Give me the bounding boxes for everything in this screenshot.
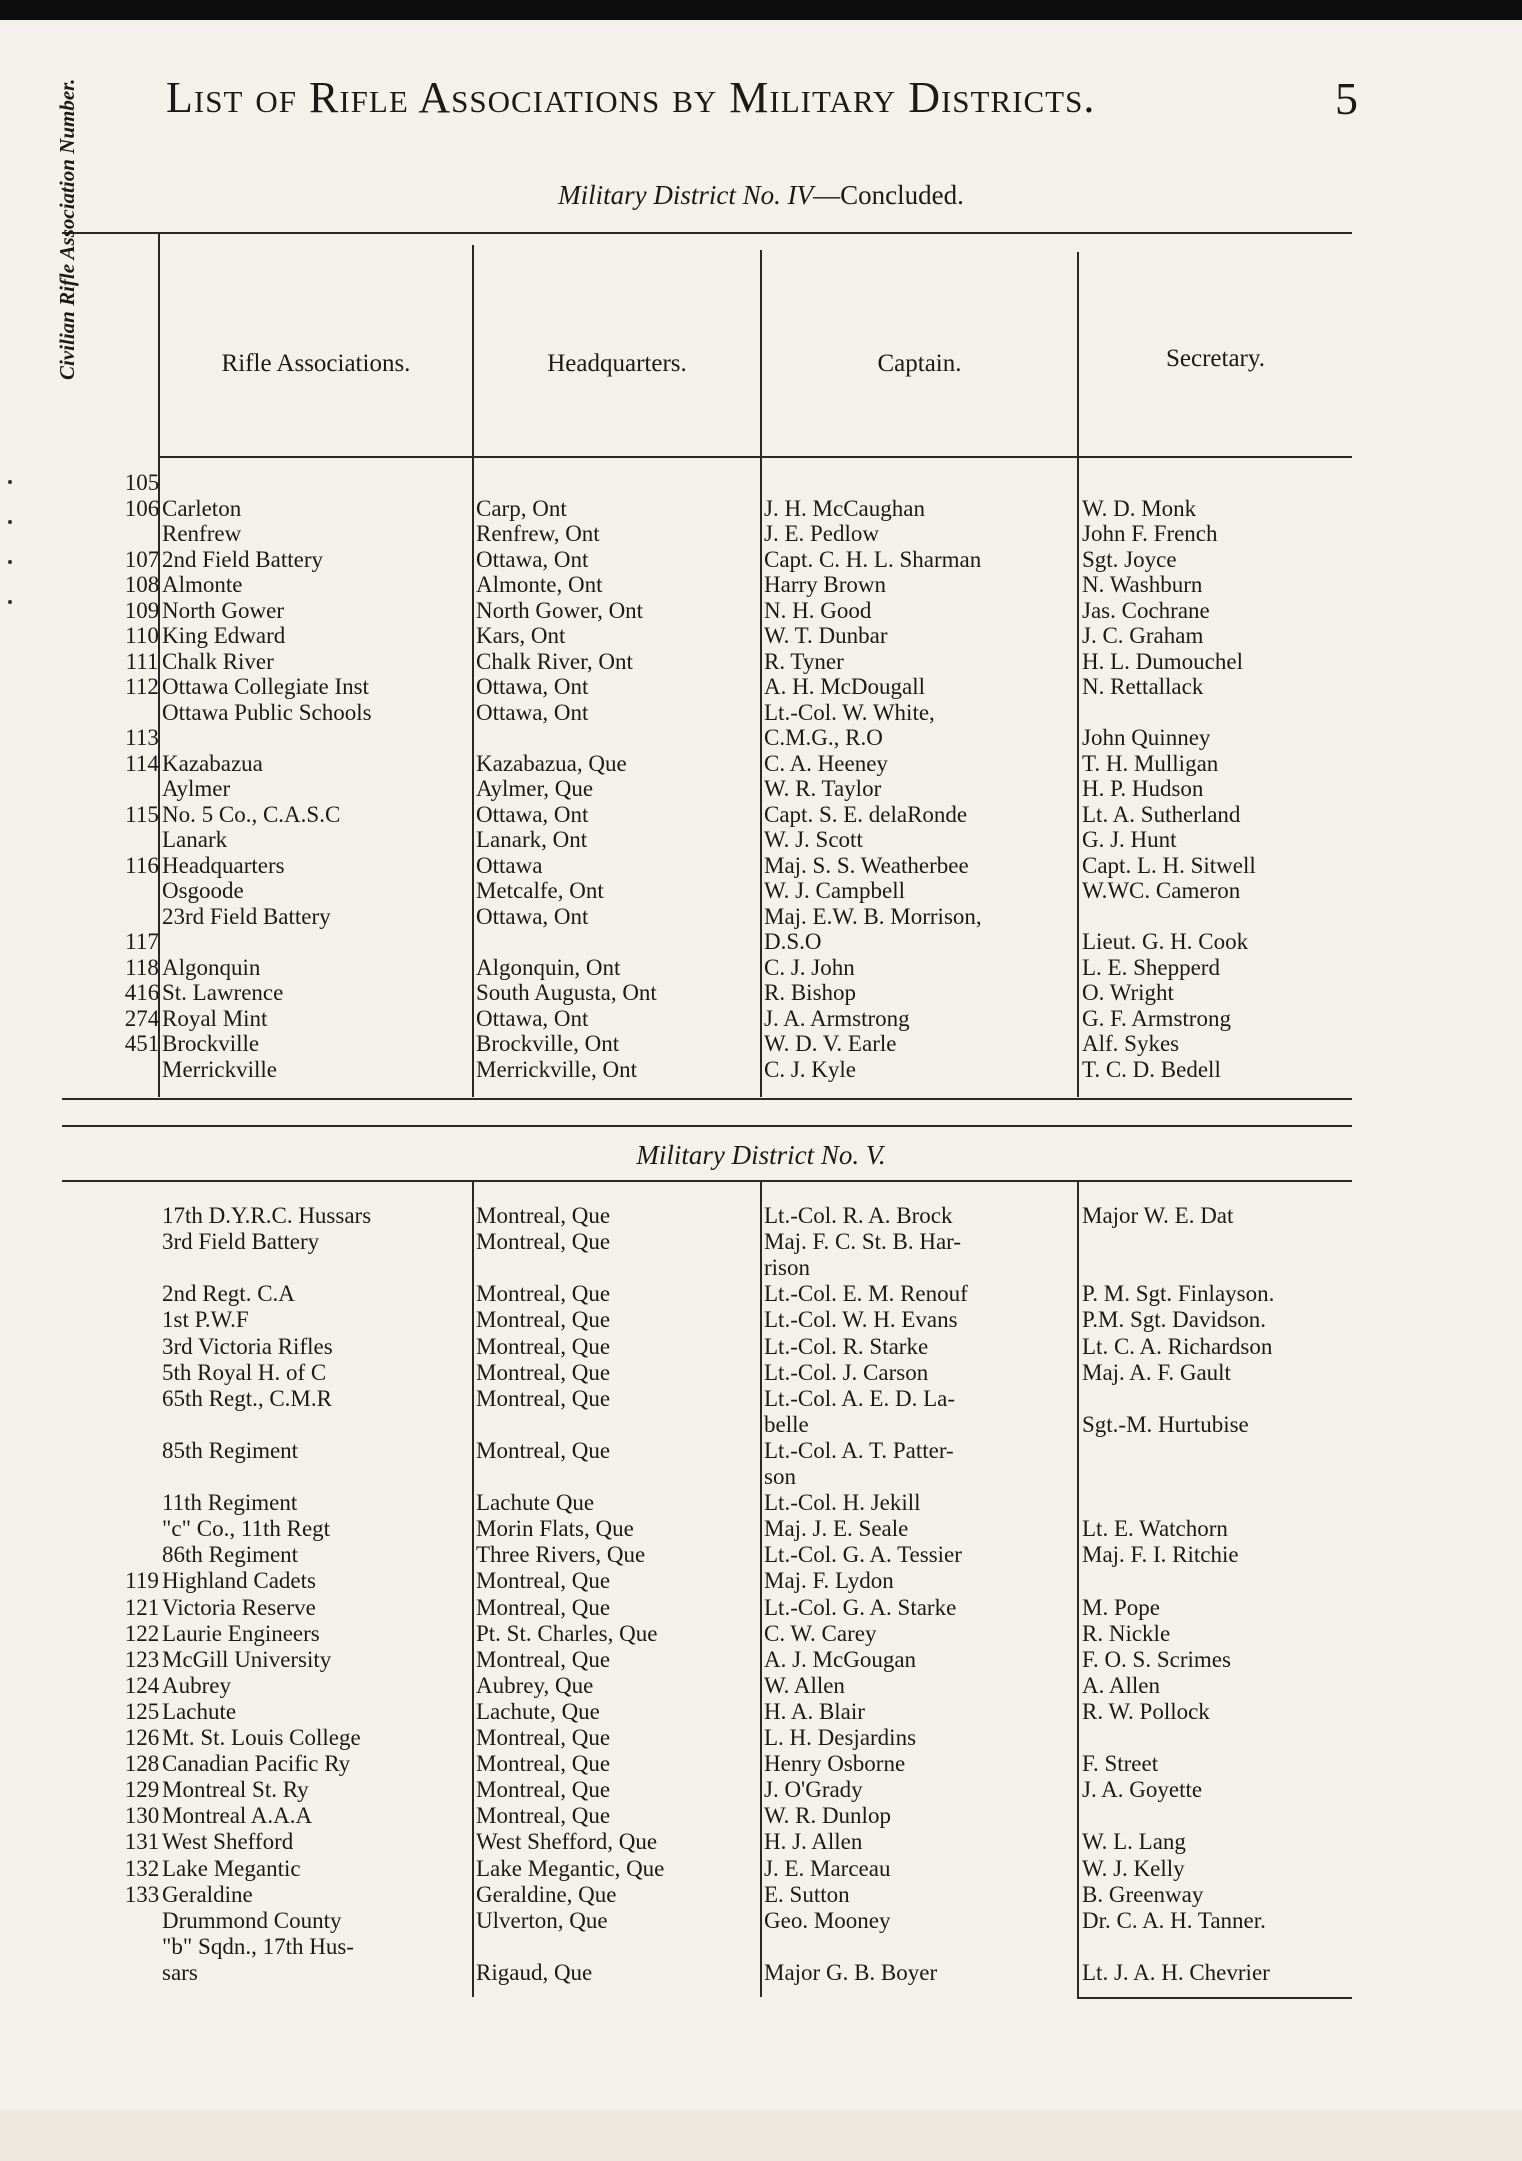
table-row [0, 827, 1522, 853]
cell-num: 107 [124, 546, 160, 572]
cell-hq: Montreal, Que [476, 1203, 611, 1228]
cell-assoc: Geraldine [162, 1881, 253, 1907]
page-number: 5 [1335, 73, 1358, 124]
cell-hq: North Gower, Ont [476, 597, 644, 623]
cell-sec: N. Rettallack [1082, 674, 1204, 699]
table-row [0, 1516, 1522, 1542]
cell-assoc: Victoria Reserve [162, 1594, 316, 1620]
cell-assoc: Lachute [162, 1698, 237, 1724]
cell-num: 106 [124, 495, 160, 521]
cell-sec: Maj. A. F. Gault [1082, 1359, 1231, 1385]
cell-cap: J. E. Marceau [764, 1855, 891, 1881]
cell-hq: Ottawa, Ont [476, 546, 589, 572]
cell-hq: Brockville, Ont [476, 1031, 620, 1056]
cell-assoc: 23rd Field Battery [162, 903, 331, 929]
cell-assoc: Montreal A.A.A [162, 1803, 313, 1829]
cell-cap: Lt.-Col. G. A. Tessier [764, 1542, 962, 1568]
cell-assoc: Algonquin [162, 954, 261, 980]
cell-assoc: Lake Megantic [162, 1855, 301, 1881]
table-row [0, 1777, 1522, 1803]
cell-assoc: "b" Sqdn., 17th Hus- [162, 1933, 354, 1959]
cell-assoc: Renfrew [162, 521, 242, 546]
cell-hq: Montreal, Que [476, 1725, 611, 1750]
table-row [0, 1803, 1522, 1829]
table-row [0, 1334, 1522, 1360]
cell-hq: Metcalfe, Ont [476, 878, 604, 903]
cell-hq: Lachute Que [476, 1490, 595, 1516]
cell-hq: Renfrew, Ont [476, 521, 600, 546]
cell-cap: J. E. Pedlow [764, 521, 879, 546]
cell-sec: John F. French [1082, 521, 1218, 546]
cell-sec: W.WC. Cameron [1082, 878, 1241, 903]
cell-cap: W. R. Taylor [764, 776, 882, 801]
table-row [0, 1699, 1522, 1725]
cell-num: 130 [124, 1803, 160, 1829]
cell-cap: C.M.G., R.O [764, 725, 883, 750]
table-row [0, 1255, 1522, 1281]
cell-hq: Montreal, Que [476, 1359, 611, 1385]
table-row [0, 853, 1522, 879]
cell-assoc: McGill University [162, 1646, 332, 1672]
cell-assoc: 85th Regiment [162, 1437, 299, 1463]
table-row [0, 1647, 1522, 1673]
cell-hq: Lake Megantic, Que [476, 1855, 665, 1881]
cell-hq: Algonquin, Ont [476, 954, 621, 980]
cell-sec: F. O. S. Scrimes [1082, 1646, 1231, 1672]
cell-sec: O. Wright [1082, 980, 1174, 1005]
cell-num: 113 [125, 725, 159, 750]
cell-sec: Alf. Sykes [1082, 1031, 1180, 1056]
table-row [0, 980, 1522, 1006]
table-row [0, 1960, 1522, 1986]
cell-sec: Jas. Cochrane [1082, 597, 1210, 623]
cell-cap: Lt.-Col. E. M. Renouf [764, 1281, 968, 1307]
cell-cap: rison [764, 1255, 810, 1281]
cell-assoc: St. Lawrence [162, 980, 284, 1005]
table-row [0, 725, 1522, 751]
column-header-number: Civilian Rifle Association Number. [55, 78, 79, 380]
margin-mark [8, 480, 12, 484]
cell-assoc: Ottawa Collegiate Inst [162, 674, 369, 699]
cell-cap: C. J. Kyle [764, 1056, 856, 1082]
cell-cap: Maj. S. S. Weatherbee [764, 852, 969, 878]
table-row [0, 1307, 1522, 1333]
cell-cap: Maj. E.W. B. Morrison, [764, 903, 982, 929]
cell-assoc: Osgoode [162, 878, 244, 903]
cell-sec: Lt. J. A. H. Chevrier [1082, 1959, 1270, 1985]
table-top-rule [62, 232, 1352, 234]
cell-sec: Lt. E. Watchorn [1082, 1516, 1228, 1542]
cell-num: 108 [124, 572, 160, 597]
cell-sec: L. E. Shepperd [1082, 954, 1220, 980]
cell-cap: R. Tyner [764, 648, 844, 674]
table-row [0, 1031, 1522, 1057]
cell-hq: Montreal, Que [476, 1594, 611, 1620]
cell-sec: W. D. Monk [1082, 495, 1197, 521]
table-row [0, 521, 1522, 547]
table-row [0, 674, 1522, 700]
table-row [0, 598, 1522, 624]
margin-mark [8, 560, 12, 564]
cell-hq: Ottawa, Ont [476, 674, 589, 699]
table-row [0, 1057, 1522, 1083]
cell-cap: Harry Brown [764, 572, 886, 597]
cell-cap: J. H. McCaughan [764, 495, 925, 521]
cell-hq: Montreal, Que [476, 1333, 611, 1359]
cell-hq: Ottawa, Ont [476, 699, 589, 725]
column-header-captain: Captain. [877, 350, 962, 377]
cell-cap: W. Allen [764, 1672, 845, 1698]
cell-cap: Maj. J. E. Seale [764, 1516, 909, 1542]
cell-assoc: Drummond County [162, 1907, 342, 1933]
cell-sec: N. Washburn [1082, 572, 1203, 597]
table-row [0, 1621, 1522, 1647]
cell-cap: Lt.-Col. W. H. Evans [764, 1307, 958, 1333]
cell-assoc: 2nd Regt. C.A [162, 1281, 295, 1307]
cell-assoc: Headquarters [162, 852, 285, 878]
table-row [0, 1934, 1522, 1960]
cell-sec: P. M. Sgt. Finlayson. [1082, 1281, 1275, 1307]
cell-assoc: Carleton [162, 495, 242, 521]
cell-cap: Lt.-Col. R. Starke [764, 1333, 929, 1359]
table-row [0, 1281, 1522, 1307]
cell-hq: Carp, Ont [476, 495, 567, 521]
cell-assoc: Canadian Pacific Ry [162, 1751, 351, 1777]
cell-hq: Ottawa [476, 852, 543, 878]
table-row [0, 1882, 1522, 1908]
cell-hq: Ulverton, Que [476, 1907, 608, 1933]
cell-sec: G. J. Hunt [1082, 827, 1177, 852]
cell-assoc: sars [162, 1959, 198, 1985]
cell-sec: G. F. Armstrong [1082, 1005, 1231, 1031]
cell-sec: Major W. E. Dat [1082, 1203, 1234, 1228]
column-header-associations: Rifle Associations. [221, 350, 411, 377]
cell-hq: Three Rivers, Que [476, 1542, 646, 1568]
page-title: List of Rifle Associations by Military Districts. [166, 73, 1096, 122]
table-row [0, 1595, 1522, 1621]
cell-assoc: Almonte [162, 572, 243, 597]
cell-assoc: Aylmer [162, 776, 231, 801]
cell-assoc: Royal Mint [162, 1005, 268, 1031]
table-row [0, 572, 1522, 598]
table-row [0, 1908, 1522, 1934]
cell-hq: Almonte, Ont [476, 572, 603, 597]
district-4-title: Military District No. IV [558, 180, 814, 210]
cell-hq: Ottawa, Ont [476, 903, 589, 929]
cell-sec: H. L. Dumouchel [1082, 648, 1243, 674]
table-bottom-rule [1077, 1997, 1352, 1999]
cell-cap: A. J. McGougan [764, 1646, 917, 1672]
cell-sec: R. Nickle [1082, 1620, 1171, 1646]
cell-assoc: King Edward [162, 623, 286, 648]
cell-sec: J. C. Graham [1082, 623, 1204, 648]
cell-num: 117 [125, 929, 159, 954]
cell-assoc: Brockville [162, 1031, 260, 1056]
cell-num: 118 [125, 954, 159, 980]
cell-cap: W. T. Dunbar [764, 623, 888, 648]
cell-cap: W. J. Campbell [764, 878, 905, 903]
cell-num: 124 [124, 1672, 160, 1698]
cell-hq: Lachute, Que [476, 1698, 600, 1724]
cell-num: 274 [124, 1005, 160, 1031]
cell-num: 128 [124, 1751, 160, 1777]
cell-sec: Maj. F. I. Ritchie [1082, 1542, 1239, 1568]
cell-hq: Geraldine, Que [476, 1881, 617, 1907]
column-header-secretary: Secretary. [1165, 345, 1265, 372]
table-row [0, 1856, 1522, 1882]
cell-cap: Lt.-Col. H. Jekill [764, 1490, 921, 1516]
margin-mark [8, 520, 12, 524]
cell-hq: Ottawa, Ont [476, 801, 589, 827]
cell-hq: Montreal, Que [476, 1281, 611, 1307]
cell-cap: H. J. Allen [764, 1829, 863, 1855]
cell-cap: C. A. Heeney [764, 750, 888, 776]
cell-assoc: Chalk River [162, 648, 274, 674]
cell-cap: J. O'Grady [764, 1777, 863, 1803]
cell-hq: Montreal, Que [476, 1568, 611, 1594]
cell-num: 131 [124, 1829, 160, 1855]
table-row [0, 547, 1522, 573]
cell-sec: Lt. C. A. Richardson [1082, 1333, 1273, 1359]
cell-num: 451 [124, 1031, 160, 1056]
cell-hq: Ottawa, Ont [476, 1005, 589, 1031]
cell-assoc: 17th D.Y.R.C. Hussars [162, 1203, 372, 1228]
table-row [0, 878, 1522, 904]
table-row [0, 904, 1522, 930]
cell-hq: Montreal, Que [476, 1803, 611, 1829]
cell-cap: H. A. Blair [764, 1698, 865, 1724]
cell-assoc: 86th Regiment [162, 1542, 299, 1568]
cell-assoc: No. 5 Co., C.A.S.C [162, 801, 341, 827]
cell-hq: Montreal, Que [476, 1385, 611, 1411]
cell-assoc: 2nd Field Battery [162, 546, 323, 572]
cell-assoc: Ottawa Public Schools [162, 699, 372, 725]
table-row [0, 1673, 1522, 1699]
cell-hq: Kazabazua, Que [476, 750, 627, 776]
cell-hq: Merrickville, Ont [476, 1056, 637, 1082]
table-row [0, 1412, 1522, 1438]
cell-cap: Lt.-Col. R. A. Brock [764, 1203, 953, 1228]
cell-cap: Henry Osborne [764, 1751, 906, 1777]
cell-sec: A. Allen [1082, 1672, 1160, 1698]
cell-cap: W. J. Scott [764, 827, 863, 852]
cell-num: 132 [124, 1855, 160, 1881]
cell-cap: W. D. V. Earle [764, 1031, 897, 1056]
district-4-title-suffix: —Concluded. [813, 180, 964, 210]
cell-num: 121 [124, 1594, 160, 1620]
cell-num: 129 [124, 1777, 160, 1803]
cell-assoc: 5th Royal H. of C [162, 1359, 327, 1385]
cell-assoc: 1st P.W.F [162, 1307, 249, 1333]
cell-assoc: Lanark [162, 827, 228, 852]
table-row [0, 751, 1522, 777]
cell-sec: Sgt. Joyce [1082, 546, 1177, 572]
cell-num: 109 [124, 597, 160, 623]
cell-sec: Lt. A. Sutherland [1082, 801, 1241, 827]
cell-cap: Geo. Mooney [764, 1907, 891, 1933]
cell-assoc: 65th Regt., C.M.R [162, 1385, 332, 1411]
cell-sec: T. H. Mulligan [1082, 750, 1219, 776]
table-row [0, 1006, 1522, 1032]
cell-sec: W. J. Kelly [1082, 1855, 1185, 1881]
table-row [0, 700, 1522, 726]
cell-hq: Pt. St. Charles, Que [476, 1620, 658, 1646]
cell-sec: F. Street [1082, 1751, 1159, 1777]
cell-hq: Chalk River, Ont [476, 648, 633, 674]
table-row [0, 1464, 1522, 1490]
cell-assoc: Laurie Engineers [162, 1620, 320, 1646]
cell-sec: R. W. Pollock [1082, 1698, 1210, 1724]
cell-num: 110 [125, 623, 159, 648]
cell-sec: H. P. Hudson [1082, 776, 1204, 801]
cell-cap: Lt.-Col. J. Carson [764, 1359, 929, 1385]
cell-hq: Kars, Ont [476, 623, 566, 648]
cell-num: 115 [125, 801, 159, 827]
section-rule [62, 1180, 1352, 1182]
cell-sec: T. C. D. Bedell [1082, 1056, 1221, 1082]
cell-cap: D.S.O [764, 929, 822, 954]
cell-sec: W. L. Lang [1082, 1829, 1186, 1855]
table-row [0, 623, 1522, 649]
margin-mark [8, 600, 12, 604]
cell-cap: son [764, 1464, 796, 1489]
cell-assoc: 3rd Victoria Rifles [162, 1333, 333, 1359]
table-row [0, 802, 1522, 828]
cell-assoc: Kazabazua [162, 750, 263, 776]
page-bottom-edge [0, 2110, 1522, 2161]
cell-hq: Montreal, Que [476, 1307, 611, 1333]
cell-hq: Rigaud, Que [476, 1959, 593, 1985]
table-row [0, 1229, 1522, 1255]
cell-hq: Aubrey, Que [476, 1672, 594, 1698]
table-row [0, 1490, 1522, 1516]
cell-num: 105 [124, 470, 160, 495]
cell-num: 114 [125, 750, 159, 776]
table-row [0, 1438, 1522, 1464]
section-rule [62, 1125, 1352, 1127]
cell-num: 125 [124, 1698, 160, 1724]
cell-assoc: Highland Cadets [162, 1568, 316, 1594]
table-row [0, 1542, 1522, 1568]
cell-sec: Lieut. G. H. Cook [1082, 929, 1249, 954]
cell-cap: belle [764, 1411, 809, 1437]
cell-num: 111 [125, 648, 159, 674]
cell-assoc: Mt. St. Louis College [162, 1725, 361, 1750]
cell-cap: Lt.-Col. A. E. D. La- [764, 1385, 955, 1411]
cell-num: 126 [124, 1725, 160, 1750]
cell-hq: Montreal, Que [476, 1229, 611, 1255]
table-row [0, 1751, 1522, 1777]
cell-cap: Lt.-Col. G. A. Starke [764, 1594, 957, 1620]
cell-sec: Sgt.-M. Hurtubise [1082, 1411, 1249, 1437]
table-row [0, 929, 1522, 955]
cell-assoc: 3rd Field Battery [162, 1229, 320, 1255]
cell-cap: Maj. F. Lydon [764, 1568, 894, 1594]
table-row [0, 496, 1522, 522]
district-5-heading [0, 1140, 1522, 1171]
table-row [0, 955, 1522, 981]
table-row [0, 1725, 1522, 1751]
cell-cap: W. R. Dunlop [764, 1803, 891, 1829]
cell-cap: Lt.-Col. W. White, [764, 699, 935, 725]
cell-num: 123 [124, 1646, 160, 1672]
cell-hq: West Shefford, Que [476, 1829, 658, 1855]
page-top-edge [0, 0, 1522, 20]
cell-hq: Montreal, Que [476, 1437, 611, 1463]
cell-cap: J. A. Armstrong [764, 1005, 910, 1031]
cell-cap: R. Bishop [764, 980, 857, 1005]
cell-cap: Major G. B. Boyer [764, 1959, 938, 1985]
cell-cap: L. H. Desjardins [764, 1725, 917, 1750]
cell-sec: P.M. Sgt. Davidson. [1082, 1307, 1267, 1333]
cell-sec: Capt. L. H. Sitwell [1082, 852, 1256, 878]
cell-assoc: Merrickville [162, 1056, 277, 1082]
table-bottom-rule [62, 1098, 1352, 1100]
table-row [0, 1203, 1522, 1229]
cell-num: 119 [125, 1568, 159, 1594]
cell-assoc: West Shefford [162, 1829, 294, 1855]
cell-hq: Lanark, Ont [476, 827, 588, 852]
cell-num: 112 [125, 674, 159, 699]
table-row [0, 1829, 1522, 1855]
cell-hq: Morin Flats, Que [476, 1516, 634, 1542]
cell-cap: Capt. C. H. L. Sharman [764, 546, 982, 572]
district-4-heading [0, 180, 1522, 211]
cell-sec: M. Pope [1082, 1594, 1160, 1620]
cell-cap: A. H. McDougall [764, 674, 925, 699]
cell-hq: South Augusta, Ont [476, 980, 657, 1005]
cell-sec: J. A. Goyette [1082, 1777, 1203, 1803]
table-row [0, 649, 1522, 675]
cell-cap: Capt. S. E. delaRonde [764, 801, 968, 827]
district-5-title: Military District No. V. [636, 1140, 886, 1170]
cell-hq: Montreal, Que [476, 1777, 611, 1803]
cell-cap: C. W. Carey [764, 1620, 877, 1646]
cell-cap: Maj. F. C. St. B. Har- [764, 1229, 962, 1255]
column-header-headquarters: Headquarters. [547, 350, 687, 377]
cell-assoc: "c" Co., 11th Regt [162, 1516, 331, 1542]
table-row [0, 1360, 1522, 1386]
cell-cap: Lt.-Col. A. T. Patter- [764, 1437, 954, 1463]
table-row [0, 776, 1522, 802]
cell-num: 416 [124, 980, 160, 1005]
cell-cap: C. J. John [764, 954, 855, 980]
cell-hq: Montreal, Que [476, 1646, 611, 1672]
cell-assoc: Aubrey [162, 1672, 231, 1698]
cell-sec: Dr. C. A. H. Tanner. [1082, 1907, 1266, 1933]
cell-sec: B. Greenway [1082, 1881, 1204, 1907]
table-row [0, 1568, 1522, 1594]
cell-assoc: Montreal St. Ry [162, 1777, 309, 1803]
cell-hq: Montreal, Que [476, 1751, 611, 1777]
cell-cap: E. Sutton [764, 1881, 850, 1907]
cell-assoc: 11th Regiment [162, 1490, 298, 1516]
cell-sec: John Quinney [1082, 725, 1211, 750]
cell-num: 116 [125, 852, 159, 878]
cell-cap: N. H. Good [764, 597, 872, 623]
header-bottom-rule [160, 456, 1352, 458]
cell-assoc: North Gower [162, 597, 284, 623]
table-row [0, 1386, 1522, 1412]
cell-hq: Aylmer, Que [476, 776, 594, 801]
cell-num: 133 [124, 1881, 160, 1907]
cell-num: 122 [124, 1620, 160, 1646]
table-row [0, 470, 1522, 496]
